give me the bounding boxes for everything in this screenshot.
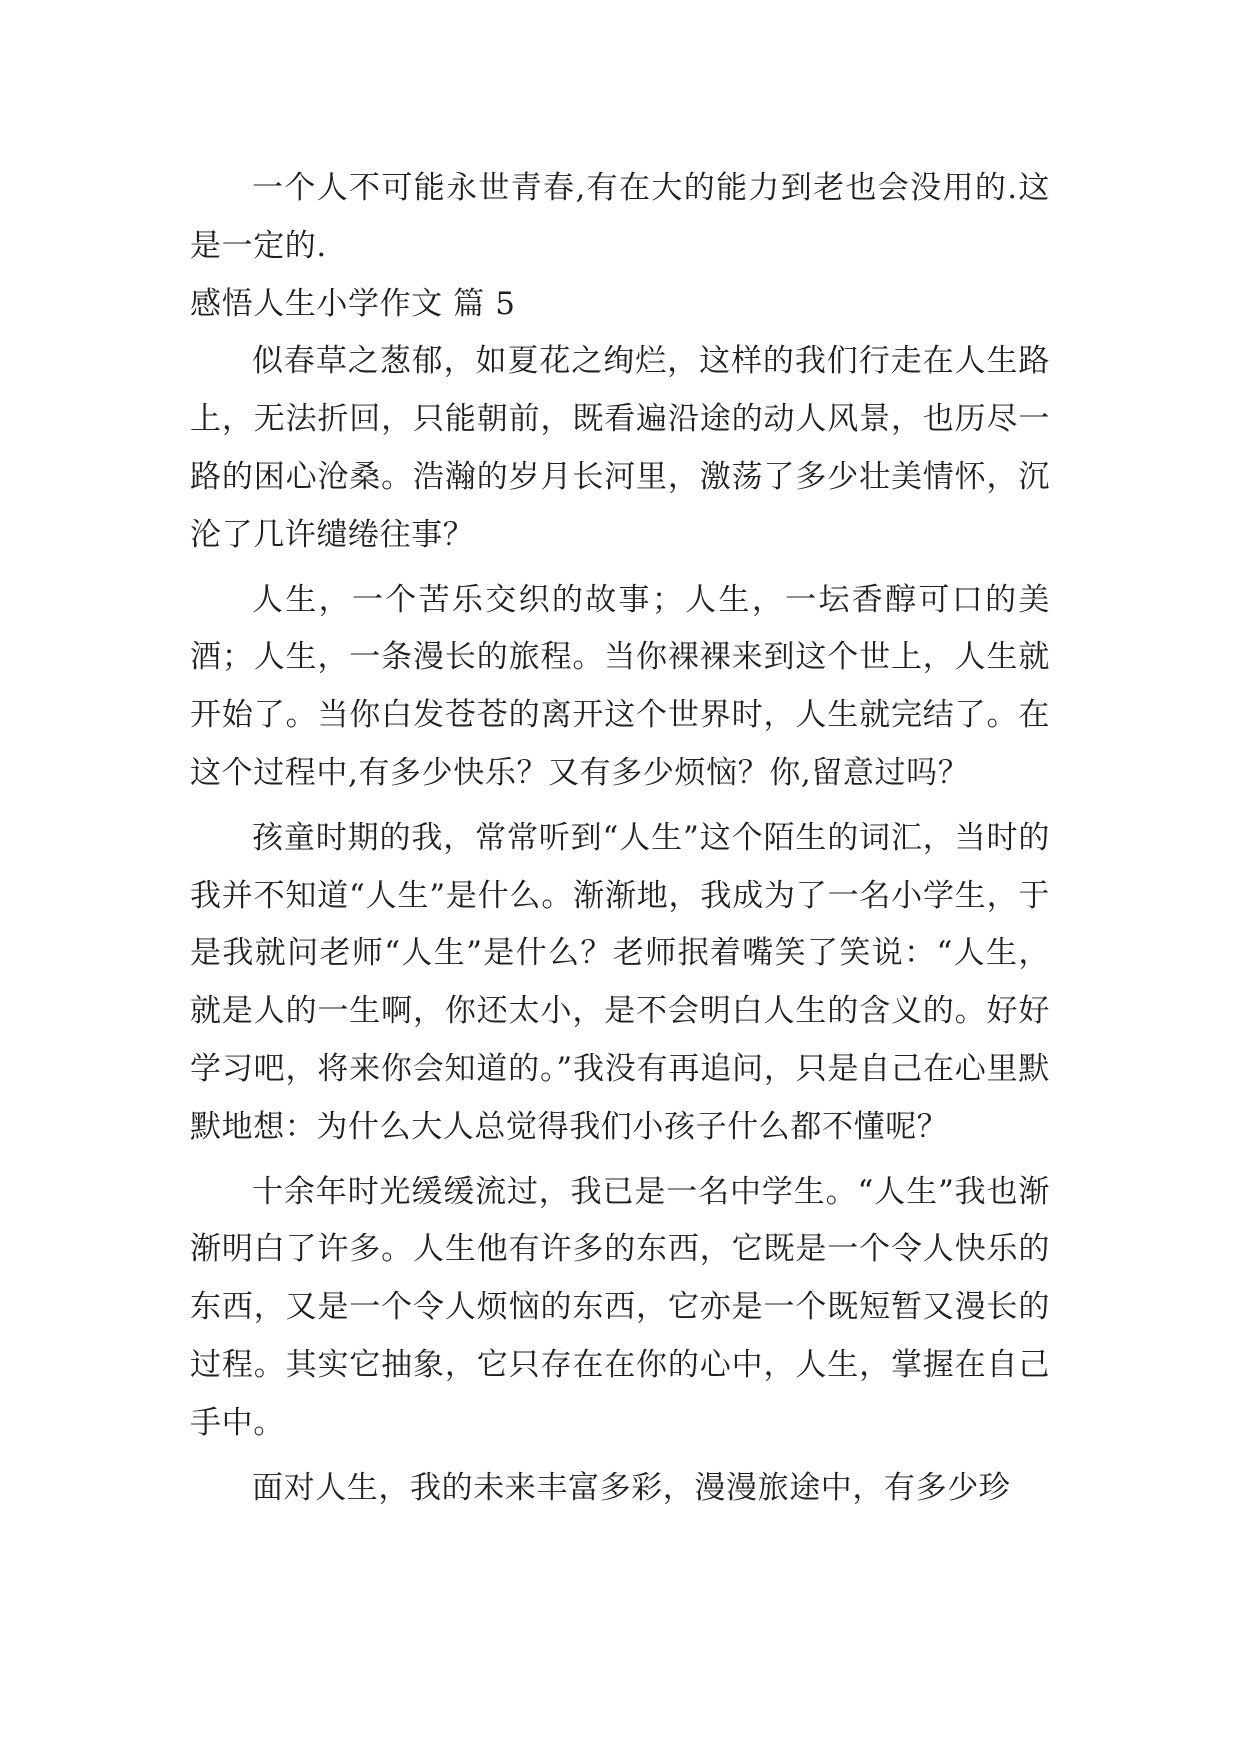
paragraph-3: 孩童时期的我，常常听到“人生”这个陌生的词汇，当时的我并不知道“人生”是什么。渐渐地，我成为了一名小学生，于是我就问老师“人生”是什么？老师抿着嘴笑了笑说：“人生，就是人的一生啊，你还太小，是不会明白人生的含义的。好好学习吧，将来你会知道的。”我没有再追问，只是自己在心里默默地想：为什么大人总觉得我们小孩子什么都不懂呢？ [190, 819, 1050, 1145]
paragraph-intro: 一个人不可能永世青春,有在大的能力到老也会没用的.这是一定的. [190, 170, 1050, 264]
document-body [190, 160, 1050, 1517]
paragraph-4: 十余年时光缓缓流过，我已是一名中学生。“人生”我也渐渐明白了许多。人生他有许多的东西，它既是一个令人快乐的东西，又是一个令人烦恼的东西，它亦是一个既短暂又漫长的过程。其实它抽象，它只存在在你的心中，人生，掌握在自己手中。 [190, 1173, 1050, 1441]
essay-heading: 感悟人生小学作文 篇 5 [190, 285, 516, 322]
paragraph-2: 人生，一个苦乐交织的故事；人生，一坛香醇可口的美酒；人生，一条漫长的旅程。当你裸裸来到这个世上，人生就开始了。当你白发苍苍的离开这个世界时，人生就完结了。在这个过程中,有多少快乐？又有多少烦恼？你,留意过吗？ [190, 581, 1050, 791]
paragraph-5: 面对人生，我的未来丰富多彩，漫漫旅途中，有多少珍 [252, 1469, 1011, 1506]
paragraph-1: 似春草之葱郁，如夏花之绚烂，这样的我们行走在人生路上，无法折回，只能朝前，既看遍沿途的动人风景，也历尽一路的困心沧桑。浩瀚的岁月长河里，激荡了多少壮美情怀，沉沦了几许缱绻往事？ [190, 343, 1050, 553]
